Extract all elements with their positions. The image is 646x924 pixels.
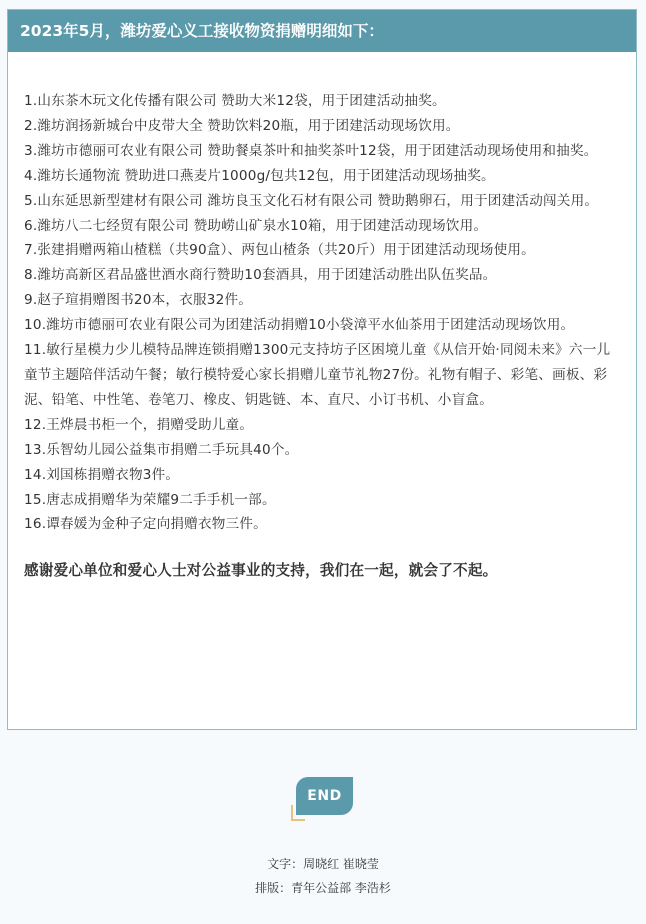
card-title: 2023年5月，潍坊爱心义工接收物资捐赠明细如下： xyxy=(8,10,636,52)
end-marker xyxy=(291,777,355,823)
list-item: 8.潍坊高新区君品盛世酒水商行赞助10套酒具，用于团建活动胜出队伍奖品。 xyxy=(24,267,497,284)
list-item: 11.敏行星模力少儿模特品牌连锁捐赠1300元支持坊子区困境儿童《从信开始·同阅未来》六一儿童节主题陪伴活动午餐；敏行模特爱心家长捐赠儿童节礼物27份。礼物有帽子、彩笔、画板、彩泥、铅笔、中性笔、卷笔刀、橡皮、钥匙链、本、直尺、小订书机、小盲盒。 xyxy=(24,342,611,408)
list-item: 10.潍坊市德丽可农业有限公司为团建活动捐赠10小袋漳平水仙茶用于团建活动现场饮用。 xyxy=(24,317,575,334)
list-item: 7.张建捐赠两箱山楂糕（共90盒）、两包山楂条（共20斤）用于团建活动现场使用。 xyxy=(24,242,535,259)
list-item: 9.赵子瑄捐赠图书20本，衣服32件。 xyxy=(24,292,253,309)
list-item: 5.山东延思新型建材有限公司 潍坊良玉文化石材有限公司 赞助鹅卵石，用于团建活动闯关用。 xyxy=(24,192,599,209)
list-item: 6.潍坊八二七经贸有限公司 赞助崂山矿泉水10箱，用于团建活动现场饮用。 xyxy=(24,217,488,234)
list-item: 12.王烨晨书柜一个，捐赠受助儿童。 xyxy=(24,416,254,433)
thanks-message: 感谢爱心单位和爱心人士对公益事业的支持，我们在一起，就会了不起。 xyxy=(24,562,498,580)
donation-card xyxy=(7,9,637,730)
credit-writers: 文字：周晓红 崔晓莹 xyxy=(267,857,379,871)
end-badge: END xyxy=(296,777,353,815)
list-item: 1.山东茶木玩文化传播有限公司 赞助大米12袋，用于团建活动抽奖。 xyxy=(24,93,446,109)
list-item: 4.潍坊长通物流 赞助进口燕麦片1000g/包共12包，用于团建活动现场抽奖。 xyxy=(24,167,495,184)
list-item: 2.潍坊润扬新城台中皮带大全 赞助饮料20瓶，用于团建活动现场饮用。 xyxy=(24,117,460,134)
list-item: 14.刘国栋捐赠衣物3件。 xyxy=(24,466,180,483)
list-item: 13.乐智幼儿园公益集市捐赠二手玩具40个。 xyxy=(24,441,299,458)
credit-layout: 排版：青年公益部 李浩杉 xyxy=(255,881,391,895)
donation-list xyxy=(24,89,622,537)
card-body xyxy=(8,52,636,580)
list-item: 3.潍坊市德丽可农业有限公司 赞助餐桌茶叶和抽奖茶叶12袋，用于团建活动现场使用和抽奖。 xyxy=(24,142,598,159)
list-item: 16.谭春媛为金种子定向捐赠衣物三件。 xyxy=(24,516,267,533)
list-item: 15.唐志成捐赠华为荣耀9二手手机一部。 xyxy=(24,491,276,508)
